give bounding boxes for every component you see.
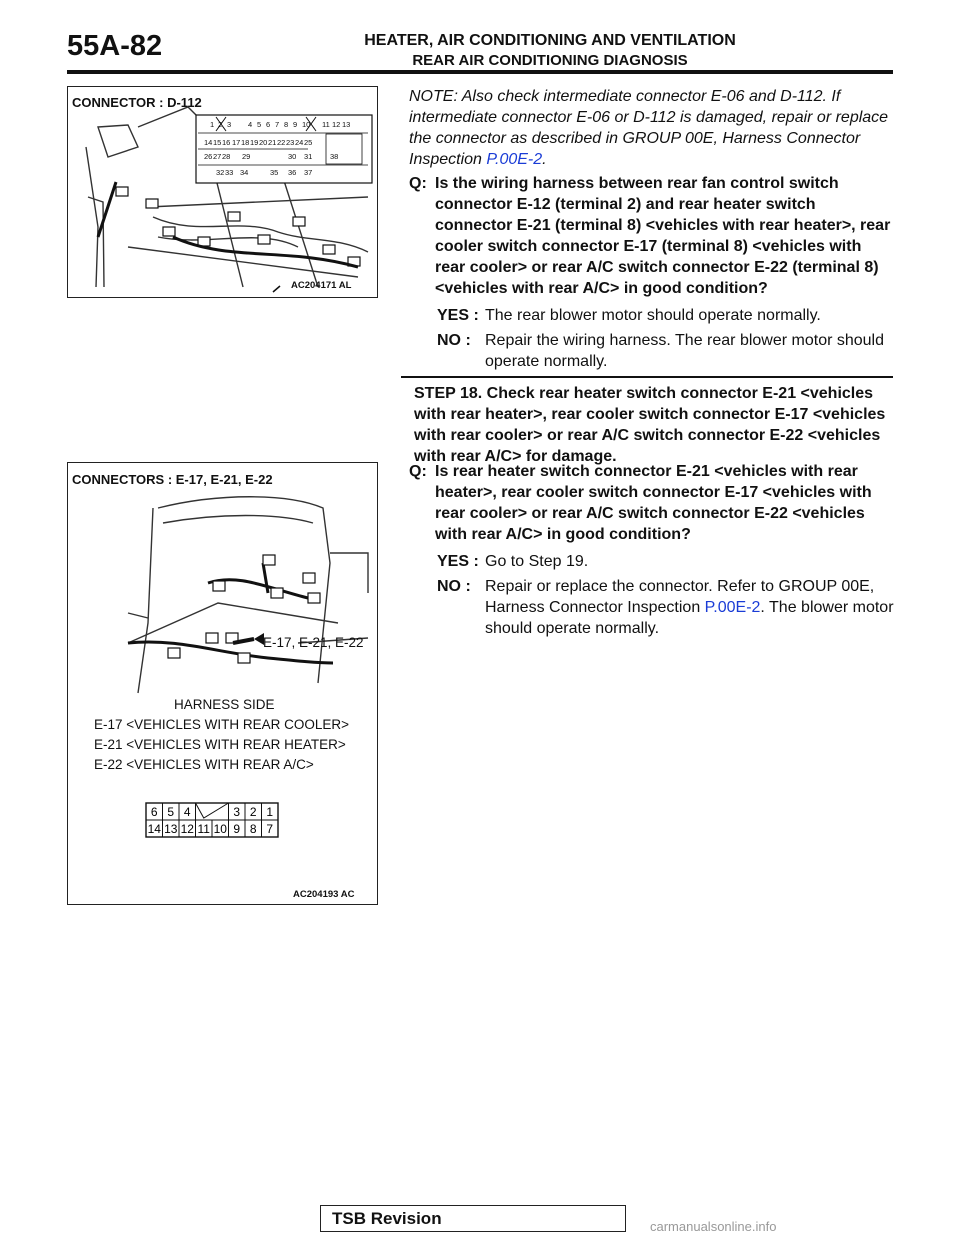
note-text: NOTE: Also check intermediate connector E-06 and D-112. If intermediate connector E-06 or D-112 is damaged, repair or replace the connector as described in GROUP 00E, Harness Connector Inspection — [409, 88, 889, 168]
question-1 — [409, 173, 895, 372]
pin-label: 12 — [180, 822, 194, 836]
figure-connector-d112 — [67, 86, 378, 298]
pin-label: 32 — [216, 168, 225, 177]
question-tag: Q: — [409, 175, 427, 192]
pin-label: 26 — [204, 152, 213, 161]
pin-label: 5 — [167, 805, 175, 819]
pin-label: 13 — [342, 120, 351, 129]
pin-label: 3 — [227, 120, 232, 129]
connector-callout: E-17, E-21, E-22 — [263, 635, 364, 650]
note-end: . — [542, 151, 547, 168]
pin-label: 2 — [218, 120, 223, 129]
pin-label: 1 — [210, 120, 215, 129]
e17-illustration — [68, 463, 379, 906]
no-tag: NO : — [437, 578, 471, 595]
step-rule — [401, 376, 893, 378]
pin-label: 7 — [266, 822, 274, 836]
pin-label: 28 — [222, 152, 231, 161]
d112-illustration — [68, 87, 379, 299]
figure-code: AC204171 AL — [291, 280, 352, 291]
question-tag: Q: — [409, 463, 427, 480]
question-body: Is the wiring harness between rear fan control switch connector E-12 (terminal 2) and rear heater switch connector E-21 (terminal 8) <vehicles with rear heater>, rear cooler switch connector E-17 (terminal 8) <vehicles with rear cooler> or rear A/C switch connector E-22 (terminal 8) <vehicles with rear A/C> in good condition? — [435, 175, 891, 297]
pin-label: 19 — [250, 138, 259, 147]
pin-label: 8 — [249, 822, 257, 836]
no-answer — [409, 330, 895, 372]
no-link[interactable]: P.00E-2 — [704, 599, 761, 616]
pin-label: 9 — [233, 822, 241, 836]
pin-label: 30 — [288, 152, 297, 161]
figure-title: CONNECTOR : D-112 — [72, 95, 202, 110]
figure-title: CONNECTORS : E-17, E-21, E-22 — [72, 472, 273, 487]
step-18-title: STEP 18. Check rear heater switch connector E-21 <vehicles with rear heater>, rear cooler switch connector E-17 <vehicles with rear cooler> or rear A/C switch connector E-22 <vehicles with rear A/C> for damage. — [414, 385, 886, 465]
pin-label: 2 — [249, 805, 257, 819]
no-answer — [409, 576, 895, 639]
yes-tag: YES : — [437, 553, 479, 570]
harness-line: E-22 <VEHICLES WITH REAR A/C> — [94, 757, 314, 772]
pin-label: 33 — [225, 168, 234, 177]
pin-label: 13 — [164, 822, 178, 836]
pin-label: 36 — [288, 168, 297, 177]
header-rule — [67, 70, 893, 74]
note-paragraph — [409, 86, 895, 170]
footer-watermark: carmanualsonline.info — [650, 1219, 777, 1234]
yes-text: Go to Step 19. — [485, 553, 589, 570]
pin-label: 10 — [213, 822, 227, 836]
question-text — [409, 461, 895, 545]
pin-label: 20 — [259, 138, 268, 147]
pin-label: 10 — [302, 120, 311, 129]
pin-label: 1 — [266, 805, 274, 819]
no-text: Repair the wiring harness. The rear blower motor should operate normally. — [485, 332, 885, 370]
pin-label: 17 — [232, 138, 241, 147]
pin-label: 14 — [147, 822, 161, 836]
section-title: REAR AIR CONDITIONING DIAGNOSIS — [412, 52, 688, 69]
pin-label: 22 — [277, 138, 286, 147]
pin-label: 35 — [270, 168, 279, 177]
figure-connectors-e17-e21-e22 — [67, 462, 378, 905]
pin-label: 37 — [304, 168, 313, 177]
question-body: Is rear heater switch connector E-21 <vehicles with rear heater>, rear cooler switch connector E-17 <vehicles with rear cooler> or rear A/C switch connector E-22 <vehicles with rear A/C> in good condition? — [435, 463, 872, 543]
pin-label: 5 — [257, 120, 262, 129]
question-text — [409, 173, 895, 299]
harness-side-caption — [94, 695, 349, 775]
pin-label: 11 — [197, 822, 210, 836]
tsb-revision-box: TSB Revision — [320, 1205, 626, 1232]
pin-label: 21 — [268, 138, 277, 147]
figure-code: AC204193 AC — [293, 889, 355, 900]
pin-label: 34 — [240, 168, 249, 177]
pin-label: 14 — [204, 138, 213, 147]
yes-tag: YES : — [437, 307, 479, 324]
no-tag: NO : — [437, 332, 471, 349]
pin-label: 29 — [242, 152, 251, 161]
yes-answer — [409, 305, 895, 326]
no-text-pre: Repair or replace the connector. Refer to GROUP 00E, Harness Connector Inspection — [485, 578, 875, 616]
pin-label: 31 — [304, 152, 313, 161]
pin-label: 7 — [275, 120, 280, 129]
pin-label: 4 — [248, 120, 253, 129]
pin-label: 12 — [332, 120, 341, 129]
chapter-title: HEATER, AIR CONDITIONING AND VENTILATION — [364, 32, 736, 49]
pin-label: 24 — [295, 138, 304, 147]
pin-label: 8 — [284, 120, 289, 129]
pin-label: 38 — [330, 152, 339, 161]
pin-label: 23 — [286, 138, 295, 147]
pin-label: 4 — [183, 805, 191, 819]
pin-label: 9 — [293, 120, 298, 129]
page-number: 55A-82 — [67, 30, 163, 62]
pin-label: 16 — [222, 138, 231, 147]
pin-label: 3 — [233, 805, 241, 819]
harness-line: HARNESS SIDE — [174, 697, 275, 712]
question-2 — [409, 461, 895, 639]
pin-label: 25 — [304, 138, 313, 147]
yes-answer — [409, 551, 895, 572]
pin-label: 18 — [241, 138, 250, 147]
yes-text: The rear blower motor should operate normally. — [485, 307, 821, 324]
harness-line: E-21 <VEHICLES WITH REAR HEATER> — [94, 737, 346, 752]
pin-label: 15 — [213, 138, 222, 147]
pin-label: 27 — [213, 152, 222, 161]
pin-label: 6 — [150, 805, 158, 819]
pin-label: 6 — [266, 120, 271, 129]
pin-label: 11 — [322, 120, 330, 129]
harness-line: E-17 <VEHICLES WITH REAR COOLER> — [94, 717, 350, 732]
no-text-post: . The blower motor should operate normally. — [485, 599, 894, 637]
note-link[interactable]: P.00E-2 — [486, 151, 543, 168]
